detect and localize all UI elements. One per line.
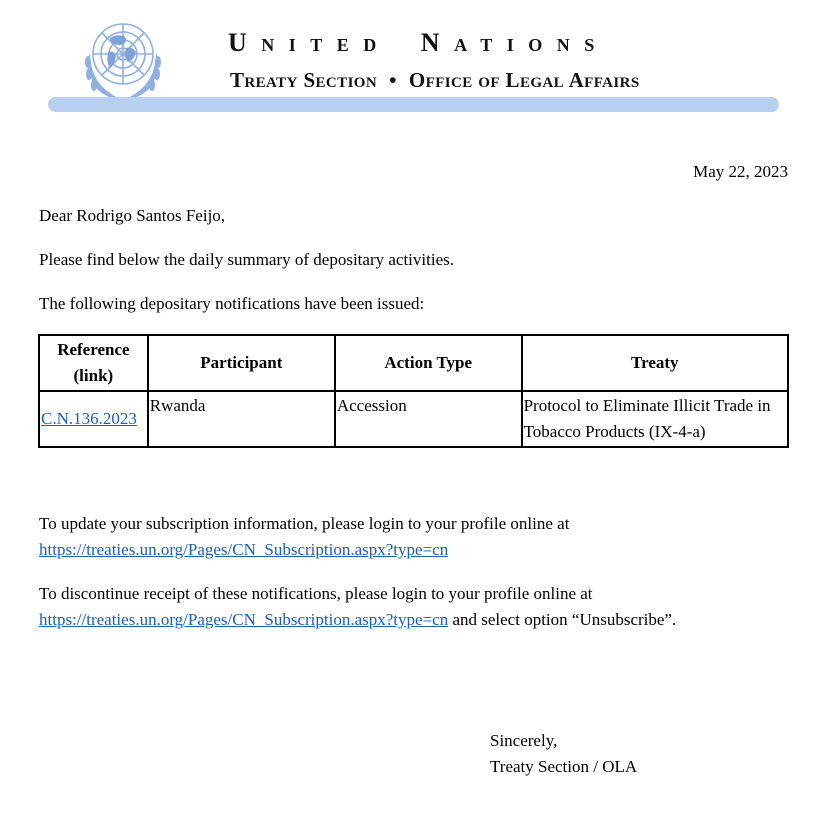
office-name: Office of Legal Affairs — [408, 68, 640, 92]
update-subscription-link[interactable]: https://treaties.un.org/Pages/CN_Subscription.aspx?type=cn — [39, 540, 449, 559]
update-text: To update your subscription information, please login to your profile online at — [39, 514, 570, 533]
un-emblem-icon — [80, 12, 166, 108]
notice-text: The following depositary notifications have been issued: — [39, 294, 425, 313]
letterhead — [0, 0, 828, 120]
header-participant: Participant — [148, 335, 335, 391]
discontinue-link-line — [39, 610, 676, 630]
unsubscribe-link[interactable]: https://treaties.un.org/Pages/CN_Subscription.aspx?type=cn — [39, 610, 449, 629]
notifications-table — [38, 334, 789, 448]
header-reference: Reference (link) — [39, 335, 148, 391]
header-action-type: Action Type — [335, 335, 522, 391]
closing-block — [490, 728, 637, 780]
bullet-separator: • — [389, 68, 397, 92]
cell-treaty: Protocol to Eliminate Illicit Trade in Tobacco Products (IX-4-a) — [522, 391, 788, 447]
sign-off: Sincerely, — [490, 731, 558, 750]
section-name: Treaty Section — [230, 68, 378, 92]
letter-date: May 22, 2023 — [693, 162, 788, 181]
table-row — [39, 391, 788, 447]
header-divider-bar — [48, 97, 779, 112]
header-treaty: Treaty — [522, 335, 788, 391]
table-header-row — [39, 335, 788, 391]
intro-text: Please find below the daily summary of depositary activities. — [39, 250, 454, 269]
greeting: Dear Rodrigo Santos Feijo, — [39, 206, 226, 225]
org-name-first: United — [228, 28, 391, 57]
organization-name — [228, 28, 609, 58]
cell-participant: Rwanda — [148, 391, 335, 447]
discontinue-suffix: and select option “Unsubscribe”. — [448, 610, 677, 629]
reference-link[interactable]: C.N.136.2023 — [41, 409, 137, 428]
signature: Treaty Section / OLA — [490, 757, 638, 776]
section-office-line — [230, 68, 640, 93]
cell-action-type: Accession — [335, 391, 522, 447]
cell-reference — [39, 391, 148, 447]
discontinue-text: To discontinue receipt of these notifications, please login to your profile online at — [39, 584, 593, 603]
update-link-line — [39, 540, 448, 560]
org-name-second: Nations — [420, 28, 609, 57]
